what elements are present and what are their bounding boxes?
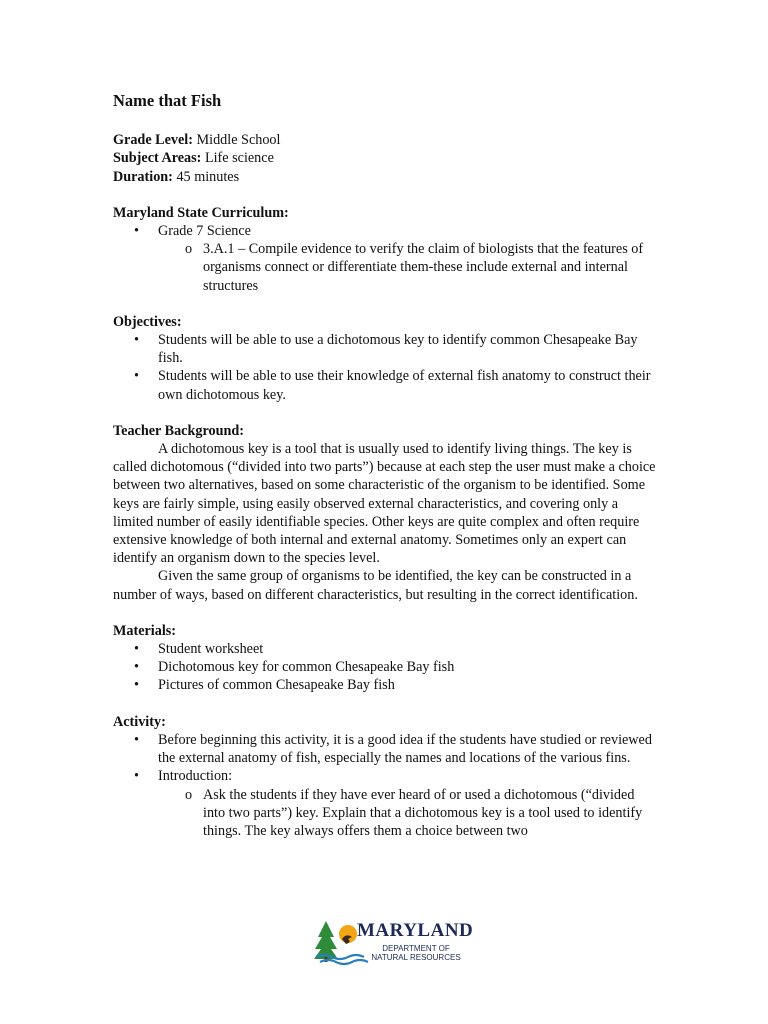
logo-wordmark: MARYLAND [357, 920, 474, 941]
activity-section [113, 713, 658, 840]
document-content [113, 92, 658, 840]
background-paragraph: Given the same group of organisms to be identified, the key can be constructed in a number of ways, based on different characteristics, but resulting in the correct identification. [113, 568, 638, 603]
curriculum-section [113, 204, 658, 295]
sub-list-item: o 3.A.1 – Compile evidence to verify the claim of biologists that the features of organisms connect or differentiate them-these include external and internal structures [158, 240, 658, 295]
list-item [113, 767, 658, 840]
document-title: Name that Fish [113, 91, 222, 110]
activity-sublist [158, 786, 658, 841]
curriculum-list [113, 222, 658, 295]
objectives-section [113, 313, 658, 404]
duration-line [113, 168, 658, 186]
subject-areas-label: Subject Areas: [113, 150, 202, 167]
list-item: • Students will be able to use their knowledge of external fish anatomy to construct their own dichotomous key. [113, 367, 658, 403]
background-section [113, 422, 658, 604]
materials-section [113, 622, 658, 695]
logo-subtitle-line: NATURAL RESOURCES [371, 953, 461, 962]
materials-heading: Materials: [113, 622, 177, 639]
background-paragraph: A dichotomous key is a tool that is usually used to identify living things. The key is called dichotomous (“divided into two parts”) because at each step the user must make a choice between two alternatives, based on some characteristic of the organism to be identified. Some keys are fairly simple, using easily observed external characteristics, and covering only a limited number of easily identifiable species. Other keys are quite complex and often require extensive knowledge of both internal and external anatomy. Sometimes only an expert can identify an organism down to the species level. [113, 441, 656, 567]
grade-level-value: Middle School [192, 132, 281, 149]
sub-list-item: o Ask the students if they have ever heard of or used a dichotomous (“divided into two parts”) key. Explain that a dichotomous key is a tool used to identify things. The key always offers them a choice between two [158, 786, 658, 841]
background-heading: Teacher Background: [113, 422, 244, 439]
duration-label: Duration: [113, 168, 173, 185]
objectives-list [113, 331, 658, 404]
subject-areas-value: Life science [201, 150, 274, 167]
tree-icon [314, 921, 338, 959]
grade-level-label: Grade Level: [113, 132, 193, 149]
list-item: • Dichotomous key for common Chesapeake Bay fish [113, 658, 658, 676]
activity-item-intro: Introduction: [158, 768, 233, 785]
list-item: • Students will be able to use a dichotomous key to identify common Chesapeake Bay fish. [113, 331, 658, 367]
duration-value: 45 minutes [172, 168, 240, 185]
list-item: • Pictures of common Chesapeake Bay fish [113, 676, 658, 694]
grade-level-line [113, 131, 658, 149]
curriculum-item: Grade 7 Science [158, 223, 251, 240]
materials-list [113, 640, 658, 695]
curriculum-sublist [158, 240, 658, 295]
list-item [113, 222, 658, 295]
list-item: • Before beginning this activity, it is a good idea if the students have studied or reviewed the external anatomy of fish, especially the names and locations of the various fins. [113, 731, 658, 767]
logo-subtitle-line: DEPARTMENT OF [382, 944, 450, 953]
activity-heading: Activity: [113, 713, 166, 730]
curriculum-heading: Maryland State Curriculum: [113, 204, 289, 221]
objectives-heading: Objectives: [113, 313, 182, 330]
activity-list [113, 731, 658, 840]
maryland-dnr-logo [312, 917, 474, 967]
list-item: • Student worksheet [113, 640, 658, 658]
logo-subtitle [370, 944, 462, 962]
subject-areas-line [113, 149, 658, 167]
